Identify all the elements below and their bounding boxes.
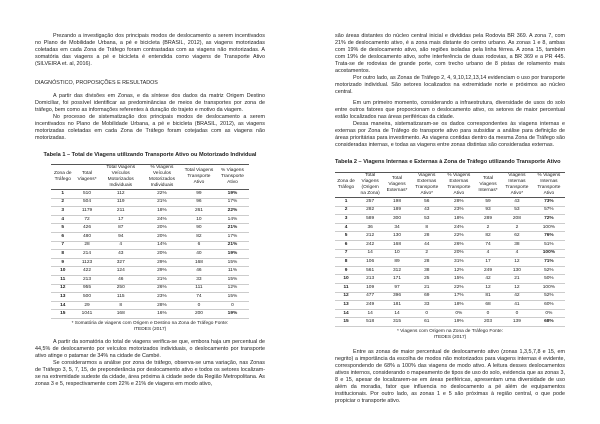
table-cell: 36 bbox=[357, 223, 383, 232]
zone-cell: 11 bbox=[335, 283, 357, 292]
table-cell: 11% bbox=[216, 267, 249, 276]
table-cell: 43 bbox=[501, 198, 533, 207]
table-cell: 4 bbox=[501, 249, 533, 258]
table-cell: 0% bbox=[533, 309, 565, 318]
table-cell: 51% bbox=[533, 240, 565, 249]
table-cell: 14 bbox=[357, 249, 383, 258]
table-cell: 115 bbox=[100, 293, 142, 302]
zone-cell: 10 bbox=[335, 275, 357, 284]
table-cell: 93 bbox=[475, 206, 501, 215]
table-cell: 213 bbox=[75, 275, 100, 284]
table-row bbox=[335, 283, 565, 292]
left-column bbox=[35, 33, 265, 388]
table-cell: 315 bbox=[383, 318, 411, 327]
table-cell: 2 bbox=[501, 223, 533, 232]
table-cell: 89 bbox=[383, 258, 411, 267]
table-cell: 61 bbox=[411, 318, 443, 327]
table-cell: 289 bbox=[475, 215, 501, 224]
table2-caption: Tabela 2 – Viagens Internas e Externas à Zona de Tráfego utilizando Transporte Ativo bbox=[335, 159, 561, 165]
table-header: Total Viagens Internas* bbox=[478, 176, 498, 193]
table-cell: 181 bbox=[383, 301, 411, 310]
table-cell: 426 bbox=[75, 224, 100, 233]
table-cell: 480 bbox=[75, 232, 100, 241]
zone-cell: 7 bbox=[335, 249, 357, 258]
table-cell: 42 bbox=[501, 292, 533, 301]
table-cell: 29% bbox=[142, 258, 182, 267]
table-cell: 168 bbox=[383, 240, 411, 249]
table-cell: 4 bbox=[475, 249, 501, 258]
table-header: Viagens Internas Transporte Ativo* bbox=[505, 173, 529, 196]
table-cell: 38 bbox=[501, 240, 533, 249]
table-row bbox=[51, 267, 249, 276]
table-cell: 25 bbox=[411, 275, 443, 284]
zone-cell: 10 bbox=[51, 267, 75, 276]
table-cell: 20% bbox=[142, 250, 182, 259]
table2-source: ITEDES (2017) bbox=[433, 334, 467, 340]
table-row bbox=[51, 198, 249, 207]
table-cell: 21 bbox=[411, 283, 443, 292]
table-cell: 28 bbox=[411, 258, 443, 267]
zone-cell: 6 bbox=[51, 232, 75, 241]
table-cell: 71% bbox=[533, 258, 565, 267]
table-cell: 17 bbox=[475, 258, 501, 267]
table-cell: 12 bbox=[501, 258, 533, 267]
paragraph: No processo de sistematização dos principais modos de deslocamento a serem incentivados no Plano de Mobilidade Urbana, a pé e bicicleta (BRASIL, 2012), as viagens motorizadas coletadas em cada Zona de Tráfego foram cotejadas com as viagens não motorizadas. bbox=[35, 114, 265, 141]
table-cell: 0 bbox=[501, 309, 533, 318]
table-cell: 10 bbox=[182, 215, 216, 224]
table-cell: 56 bbox=[411, 198, 443, 207]
table-cell: 21% bbox=[216, 224, 249, 233]
table-cell: 29% bbox=[142, 267, 182, 276]
table-cell: 955 bbox=[75, 284, 100, 293]
table-cell: 0% bbox=[443, 309, 475, 318]
paragraph: são áreas distantes do núcleo central inicial e divididas pela Rodovia BR 369. A zona 7, com 21% de deslocamento ativo, é a zona mais distante do centro urbano. As zonas 1 e 8, ambas com 19% de deslocamento ativo, são regiões isoladas pela linha férrea. A zona 15, também com 19% de deslocamento ativo, sofre interferência de duas rodovias, a BR 369 e a PR 445. Trata-se de rodovias de grande porte, com trecho urbano de 8 pistas de rolamento mais acostamentos. bbox=[335, 33, 565, 74]
table-cell: 14 bbox=[357, 309, 383, 318]
table-row bbox=[335, 198, 565, 207]
table-cell: 19% bbox=[443, 318, 475, 327]
table1-caption: Tabela 1 – Total de Viagens utilizando Transporte Ativo ou Motorizado Individual bbox=[43, 152, 257, 158]
table-cell: 68% bbox=[533, 318, 565, 327]
table-cell: 40 bbox=[182, 250, 216, 259]
table-cell: 97 bbox=[383, 283, 411, 292]
table-cell: 31% bbox=[443, 258, 475, 267]
table-cell: 396 bbox=[383, 292, 411, 301]
zone-cell: 9 bbox=[335, 266, 357, 275]
table-cell: 327 bbox=[100, 258, 142, 267]
table-cell: 20% bbox=[142, 232, 182, 241]
table-cell: 52% bbox=[533, 292, 565, 301]
table-cell: 20% bbox=[443, 249, 475, 258]
table-cell: 0 bbox=[475, 309, 501, 318]
table-row bbox=[335, 223, 565, 232]
paragraph: Por outro lado, as Zonas de Tráfego 2, 4, 9,10,12,13,14 evidenciam o uso por transporte motorizado individual. São setores localizados na extremidade norte e próximos ao núcleo central. bbox=[335, 75, 565, 95]
table-cell: 43 bbox=[411, 206, 443, 215]
table-cell: 250 bbox=[100, 284, 142, 293]
table-cell: 261 bbox=[182, 207, 216, 216]
table-cell: 213 bbox=[357, 275, 383, 284]
table-cell: 17 bbox=[100, 215, 142, 224]
table-cell: 68 bbox=[475, 301, 501, 310]
table-cell: 12% bbox=[443, 266, 475, 275]
table-cell: 124 bbox=[100, 267, 142, 276]
table-cell: 26% bbox=[443, 240, 475, 249]
table-cell: 589 bbox=[357, 215, 383, 224]
table-cell: 24% bbox=[443, 223, 475, 232]
table-cell: 500 bbox=[75, 293, 100, 302]
table-row bbox=[335, 206, 565, 215]
table-cell: 139 bbox=[501, 318, 533, 327]
table-header: Zona de Tráfego bbox=[337, 179, 355, 190]
table-cell: 100% bbox=[533, 283, 565, 292]
table-cell: 19% bbox=[216, 190, 249, 199]
table-row bbox=[51, 215, 249, 224]
zone-cell: 3 bbox=[51, 207, 75, 216]
table-cell: 29 bbox=[75, 301, 100, 310]
table-cell: 18% bbox=[142, 207, 182, 216]
table-cell: 171 bbox=[383, 275, 411, 284]
table-cell: 130 bbox=[501, 266, 533, 275]
table-cell: 22% bbox=[216, 207, 249, 216]
paragraph: Se considerarmos a análise por zona de tráfego, observa-se uma variação, nas Zonas de Tráfego 3, 5, 7, 15, de preponderância por deslocamento ativo e todos os setores localizam-se na extremidade sudeste da cidade, área próxima à cidade sede da Região Metropolitana. As zonas 3 e 5, respectivamente com 22% e 21% de viagens em modo ativo, bbox=[35, 359, 265, 387]
table-cell: 82 bbox=[182, 232, 216, 241]
table-cell: 518 bbox=[357, 318, 383, 327]
table-cell: 0 bbox=[411, 309, 443, 318]
table-cell: 21% bbox=[216, 241, 249, 250]
table-row bbox=[335, 292, 565, 301]
table-header: Viagens Externas Transporte Ativo* bbox=[415, 173, 439, 196]
table-cell: 510 bbox=[75, 190, 100, 199]
table-cell: 19% bbox=[216, 250, 249, 259]
table-cell: 46 bbox=[182, 267, 216, 276]
table-cell: 18% bbox=[443, 301, 475, 310]
zone-cell: 15 bbox=[335, 318, 357, 327]
table-row bbox=[51, 207, 249, 216]
table-cell: 62 bbox=[501, 232, 533, 241]
table-cell: 26% bbox=[142, 284, 182, 293]
table-cell: 189 bbox=[383, 206, 411, 215]
table-cell: 44 bbox=[411, 240, 443, 249]
table-cell: 33 bbox=[411, 301, 443, 310]
table-cell: 111 bbox=[182, 284, 216, 293]
table-cell: 53 bbox=[411, 215, 443, 224]
table-cell: 28 bbox=[411, 232, 443, 241]
zone-cell: 5 bbox=[335, 232, 357, 241]
table-header: % Viagens Transporte Ativo bbox=[220, 168, 244, 185]
paragraph: Dessa maneira, sistematizaram-se os dados correspondentes às viagens internas e externas por Zona de Tráfego do transporte ativo para subsidiar a análise para definição de áreas prioritárias para investimento. As viagens contidas dentro da mesma Zona de Tráfego são consideradas internas, e todas as viagens entre zonas distintas são consideradas externas. bbox=[335, 121, 565, 148]
section-heading: DIAGNÓSTICO, PROPOSIÇÕES E RESULTADOS bbox=[35, 80, 158, 86]
zone-cell: 9 bbox=[51, 258, 75, 267]
table-cell: 1041 bbox=[75, 310, 100, 319]
table-cell: 99 bbox=[182, 190, 216, 199]
table-cell: 119 bbox=[100, 198, 142, 207]
zone-cell: 1 bbox=[51, 190, 75, 199]
zone-cell: 11 bbox=[51, 275, 75, 284]
table-row bbox=[51, 258, 249, 267]
table-cell: 212 bbox=[357, 232, 383, 241]
table-cell: 214 bbox=[75, 250, 100, 259]
paragraph: A partir das divisões em Zonas, e da síntese dos dados da matriz Origem Destino Domiciliar, foi possível identificar as predominâncias de meios de transportes por zona de tráfego, bem como as informações referentes à duração do trajeto e motivo da viagem. bbox=[35, 93, 265, 113]
table-header: Total Viagens (Origem na Zona) bbox=[360, 173, 380, 196]
table-header: % Viagens Veículos Motorizados Individuais bbox=[148, 165, 176, 188]
paragraph: Entre as zonas de maior percentual de deslocamento ativo (zonas 1,3,5,7,8 e 15, em negrito) a importância da escolha de modos não motorizados para viagens internas é evidente, correspondendo de 68% a 100% das viagens de modo ativo. A leitura desses deslocamentos ativos internos, considerando o mapeamento de tipos de uso do solo, evidencia que as zonas 3, 8 e 15, apesar de localizarem-se em áreas periféricas, apresentam uma diversidade de uso além da moradia, fator que influencia no deslocamento a pé além de equipamentos institucionais. Por outro lado, as zonas 1 e 5 são próximas à região central, o que pode propiciar o transporte ativo. bbox=[335, 348, 565, 404]
table-cell: 6 bbox=[182, 241, 216, 250]
table-cell: 81 bbox=[475, 292, 501, 301]
table-cell: 130 bbox=[383, 232, 411, 241]
table-cell: 42 bbox=[475, 275, 501, 284]
table-header: Total Viagens Externas* bbox=[386, 176, 408, 193]
table1-footnote: * Somatória de viagens com Origem e Destino na Zona de Tráfego Fonte: bbox=[71, 320, 229, 326]
table-row bbox=[51, 241, 249, 250]
table-cell: 38 bbox=[411, 266, 443, 275]
zone-cell: 8 bbox=[51, 250, 75, 259]
table-cell: 561 bbox=[357, 266, 383, 275]
table-row bbox=[51, 284, 249, 293]
table-cell: 12 bbox=[501, 283, 533, 292]
zone-cell: 4 bbox=[51, 215, 75, 224]
table-cell: 73% bbox=[533, 198, 565, 207]
table-cell: 10 bbox=[383, 249, 411, 258]
table-cell: 249 bbox=[475, 266, 501, 275]
zone-cell: 12 bbox=[51, 284, 75, 293]
table-cell: 28% bbox=[142, 301, 182, 310]
table-cell: 50% bbox=[533, 275, 565, 284]
table-row bbox=[51, 232, 249, 241]
table-cell: 15% bbox=[216, 275, 249, 284]
table-row bbox=[335, 275, 565, 284]
table-cell: 18% bbox=[443, 215, 475, 224]
table-cell: 59 bbox=[475, 198, 501, 207]
zone-cell: 14 bbox=[335, 309, 357, 318]
table-cell: 14% bbox=[216, 215, 249, 224]
zone-cell: 13 bbox=[51, 293, 75, 302]
table-cell: 477 bbox=[357, 292, 383, 301]
table-header: % Viagens Internas Transporte Ativo bbox=[537, 173, 561, 196]
table-cell: 57% bbox=[533, 206, 565, 215]
table-cell: 211 bbox=[100, 207, 142, 216]
table-row bbox=[335, 301, 565, 310]
table-header: % Viagens Externas Transporte Ativo bbox=[447, 173, 471, 196]
table-cell: 15% bbox=[443, 275, 475, 284]
zone-cell: 12 bbox=[335, 292, 357, 301]
table-row bbox=[51, 250, 249, 259]
table-row bbox=[335, 249, 565, 258]
table-cell: 1179 bbox=[75, 207, 100, 216]
table-cell: 257 bbox=[357, 198, 383, 207]
table-cell: 23% bbox=[142, 293, 182, 302]
table-row bbox=[51, 293, 249, 302]
zone-cell: 13 bbox=[335, 301, 357, 310]
table-cell: 60% bbox=[533, 301, 565, 310]
table-cell: 87 bbox=[100, 224, 142, 233]
table-cell: 72% bbox=[533, 215, 565, 224]
zone-cell: 6 bbox=[335, 240, 357, 249]
table-row bbox=[335, 309, 565, 318]
table-cell: 422 bbox=[75, 267, 100, 276]
table-cell: 72 bbox=[75, 215, 100, 224]
table-cell: 100% bbox=[533, 223, 565, 232]
zone-cell: 8 bbox=[335, 258, 357, 267]
zone-cell: 14 bbox=[51, 301, 75, 310]
table-row bbox=[51, 190, 249, 199]
table-row bbox=[335, 232, 565, 241]
table-cell: 74 bbox=[182, 293, 216, 302]
table-header: Zona de Tráfego bbox=[53, 171, 72, 182]
table-row bbox=[335, 266, 565, 275]
table-cell: 76% bbox=[533, 232, 565, 241]
table-cell: 249 bbox=[357, 301, 383, 310]
zone-cell: 3 bbox=[335, 215, 357, 224]
table-cell: 0 bbox=[216, 301, 249, 310]
table-cell: 94 bbox=[100, 232, 142, 241]
table-header: Total Viagens Veículos Motorizados Individuais bbox=[106, 165, 136, 188]
zone-cell: 15 bbox=[51, 310, 75, 319]
table-cell: 43 bbox=[100, 250, 142, 259]
zone-cell: 5 bbox=[51, 224, 75, 233]
table-cell: 17% bbox=[216, 198, 249, 207]
table-cell: 200 bbox=[182, 310, 216, 319]
table-row bbox=[51, 224, 249, 233]
table2-footnote: * Viagens com Origem na Zona de Tráfego Fonte: bbox=[396, 328, 504, 334]
table-cell: 100% bbox=[533, 249, 565, 258]
table-header: Total Viagens Transporte Ativo bbox=[184, 168, 214, 185]
table-cell: 312 bbox=[383, 266, 411, 275]
table-cell: 1123 bbox=[75, 258, 100, 267]
table-cell: 21 bbox=[501, 275, 533, 284]
table-cell: 15% bbox=[216, 293, 249, 302]
table-cell: 22% bbox=[142, 190, 182, 199]
table-cell: 16% bbox=[142, 310, 182, 319]
table-cell: 112 bbox=[100, 190, 142, 199]
table-cell: 33 bbox=[182, 275, 216, 284]
table-cell: 12 bbox=[475, 283, 501, 292]
table-row bbox=[51, 310, 249, 319]
table-row bbox=[335, 215, 565, 224]
table-cell: 52% bbox=[533, 266, 565, 275]
table-cell: 23% bbox=[443, 206, 475, 215]
table-cell: 22% bbox=[443, 232, 475, 241]
table-cell: 14 bbox=[383, 309, 411, 318]
table-cell: 28 bbox=[75, 241, 100, 250]
table-cell: 17% bbox=[443, 292, 475, 301]
table-row bbox=[335, 240, 565, 249]
table-cell: 8 bbox=[100, 301, 142, 310]
paragraph: Em um primeiro momento, considerando a infraestrutura, diversidade de usos do solo entre outros fatores que proporcionam o deslocamento ativo, os setores de maior percentual estão localizados nas áreas periféricas da cidade. bbox=[335, 100, 565, 120]
table-cell: 12% bbox=[216, 284, 249, 293]
table-cell: 8 bbox=[411, 223, 443, 232]
table1 bbox=[51, 164, 249, 319]
paragraph: A partir da somatória do total de viagens verifica-se que, embora haja um percentual de 44,5% de deslocamento por veículos motorizados individuais, o deslocamento por transporte ativo atinge o patamar de 34% na cidade de Cambé. bbox=[35, 338, 265, 359]
table-cell: 20% bbox=[142, 224, 182, 233]
table-cell: 4 bbox=[100, 241, 142, 250]
table-cell: 19% bbox=[216, 310, 249, 319]
table-row bbox=[51, 275, 249, 284]
table1-source: ITEDES (2017) bbox=[133, 326, 167, 332]
table-cell: 109 bbox=[357, 283, 383, 292]
table-cell: 46 bbox=[100, 275, 142, 284]
table-row bbox=[335, 258, 565, 267]
table-header: Total Viagens* bbox=[77, 171, 97, 182]
right-column bbox=[335, 33, 565, 405]
table-cell: 203 bbox=[475, 318, 501, 327]
table-cell: 106 bbox=[357, 258, 383, 267]
zone-cell: 1 bbox=[335, 198, 357, 207]
table-cell: 74 bbox=[475, 240, 501, 249]
table-row bbox=[335, 318, 565, 327]
table-cell: 90 bbox=[182, 224, 216, 233]
table-cell: 69 bbox=[411, 292, 443, 301]
table-cell: 2 bbox=[411, 249, 443, 258]
table-cell: 17% bbox=[216, 232, 249, 241]
table-row bbox=[51, 301, 249, 310]
table-cell: 15% bbox=[216, 258, 249, 267]
table-cell: 21% bbox=[142, 198, 182, 207]
table-cell: 14% bbox=[142, 241, 182, 250]
table-cell: 300 bbox=[383, 215, 411, 224]
table-cell: 34 bbox=[383, 223, 411, 232]
table-cell: 168 bbox=[182, 258, 216, 267]
table-cell: 242 bbox=[357, 240, 383, 249]
table-cell: 53 bbox=[501, 206, 533, 215]
zone-cell: 7 bbox=[51, 241, 75, 250]
table2 bbox=[335, 172, 565, 327]
table-cell: 82 bbox=[475, 232, 501, 241]
table-cell: 22% bbox=[443, 283, 475, 292]
table-cell: 41 bbox=[501, 301, 533, 310]
table-cell: 96 bbox=[182, 198, 216, 207]
table-cell: 208 bbox=[501, 215, 533, 224]
table-cell: 168 bbox=[100, 310, 142, 319]
zone-cell: 2 bbox=[335, 206, 357, 215]
table-cell: 198 bbox=[383, 198, 411, 207]
paragraph: Prezando a investigação dos principais modos de deslocamento a serem incentivados no Plano de Mobilidade Urbana, a pé e bicicleta (BRASIL, 2012), as viagens motorizadas coletadas em cada Zona de Tráfego foram contrastadas com as viagens não motorizadas. A somatória das viagens a pé e bicicleta é entendida como viagens de Transporte Ativo (SILVEIRA et. al, 2016). bbox=[35, 33, 265, 67]
table-cell: 282 bbox=[357, 206, 383, 215]
table-cell: 2 bbox=[475, 223, 501, 232]
zone-cell: 4 bbox=[335, 223, 357, 232]
table-cell: 28% bbox=[443, 198, 475, 207]
table-cell: 24% bbox=[142, 215, 182, 224]
table-cell: 504 bbox=[75, 198, 100, 207]
table-cell: 0 bbox=[182, 301, 216, 310]
zone-cell: 2 bbox=[51, 198, 75, 207]
table-cell: 21% bbox=[142, 275, 182, 284]
